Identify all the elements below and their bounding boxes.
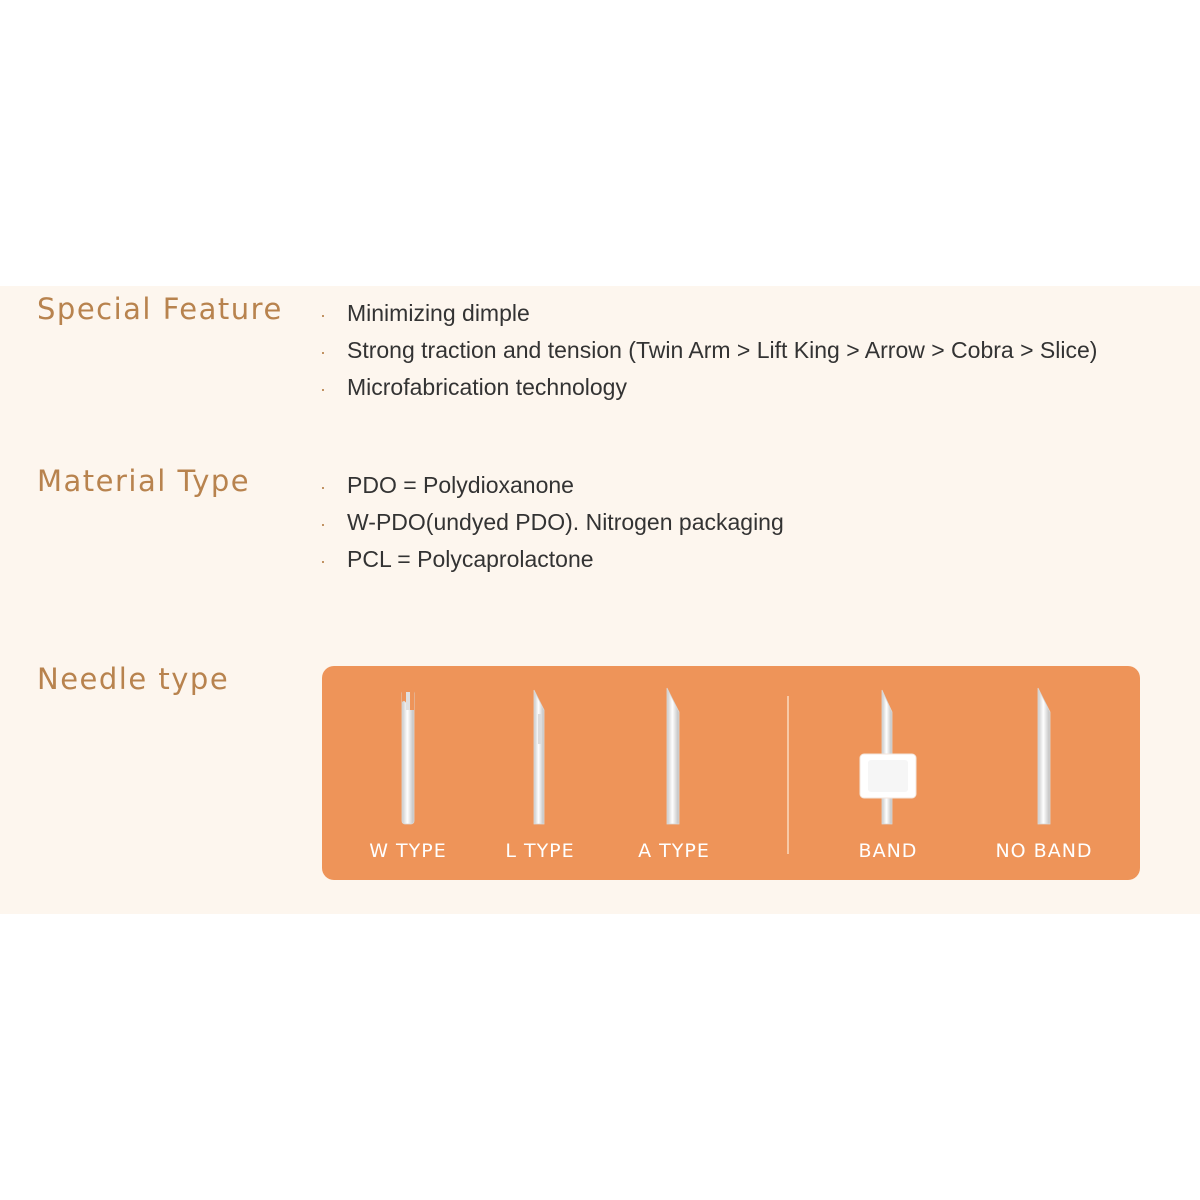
list-item: · W-PDO(undyed PDO). Nitrogen packaging [320, 504, 784, 541]
material-type-list [320, 467, 784, 578]
bullet-icon: · [320, 342, 326, 362]
list-item: · PCL = Polycaprolactone [320, 541, 784, 578]
no-band-needle-icon [1038, 688, 1050, 824]
needle-type-panel [322, 666, 1140, 880]
product-info-panel [0, 286, 1200, 914]
needle-label-w-type: W TYPE [369, 840, 447, 862]
special-feature-list [320, 295, 1097, 406]
bullet-icon: · [320, 514, 326, 534]
list-item: · PDO = Polydioxanone [320, 467, 784, 504]
list-item: · Minimizing dimple [320, 295, 1097, 332]
material-type-title: Material Type [37, 464, 251, 498]
bullet-icon: · [320, 477, 326, 497]
needle-label-a-type: A TYPE [638, 840, 710, 862]
w-type-needle-icon [402, 686, 414, 824]
bullet-icon: · [320, 551, 326, 571]
list-item: · Microfabrication technology [320, 369, 1097, 406]
list-item: · Strong traction and tension (Twin Arm > Lift King > Arrow > Cobra > Slice) [320, 332, 1097, 369]
special-feature-title: Special Feature [37, 292, 283, 326]
needle-label-no-band: NO BAND [995, 840, 1093, 862]
needle-divider [787, 696, 789, 854]
bullet-icon: · [320, 305, 326, 325]
needle-type-title: Needle type [37, 662, 230, 696]
band-needle-icon [860, 690, 916, 824]
a-type-needle-icon [667, 688, 679, 824]
needle-label-band: BAND [858, 840, 918, 862]
l-type-needle-icon [534, 690, 544, 824]
bullet-icon: · [320, 379, 326, 399]
needle-label-l-type: L TYPE [505, 840, 575, 862]
